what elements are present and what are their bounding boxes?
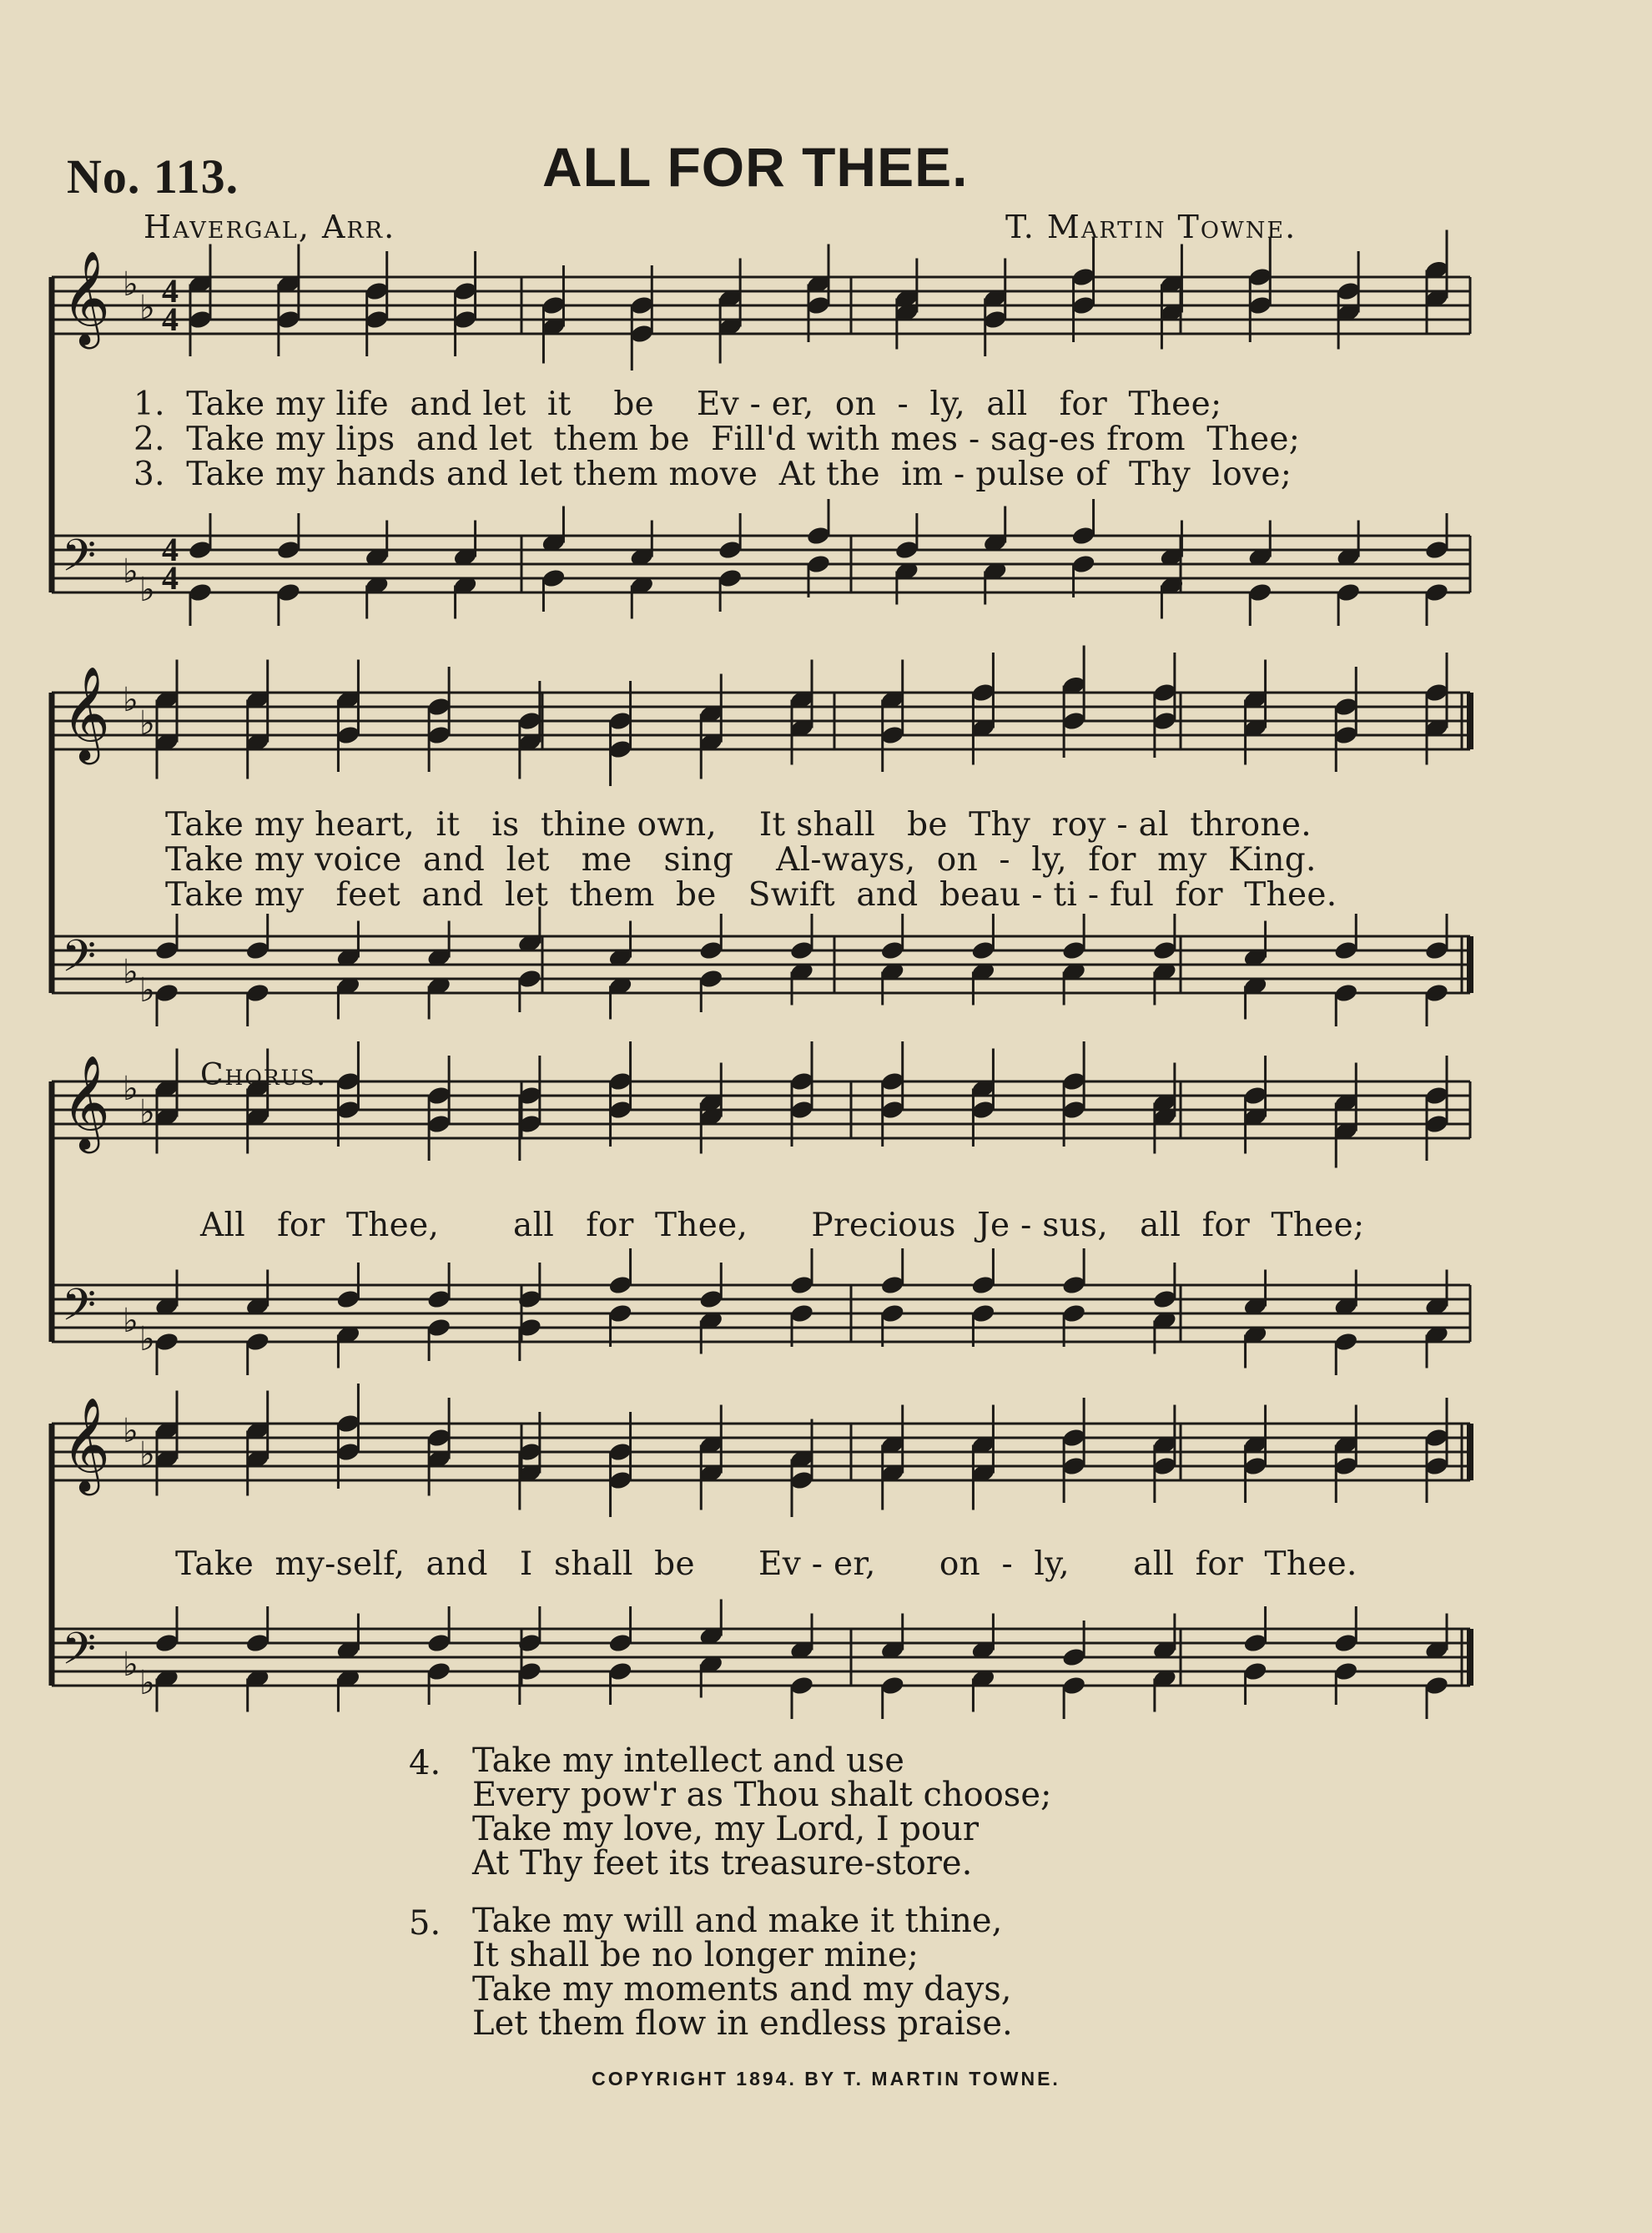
final-bar-thick [1467,936,1473,993]
lyric-verse-2-line-1: 2. Take my lips and let them be Fill'd with mes - sag-es from Thee; [133,421,1301,458]
flat-icon: ♭ [123,265,139,304]
flat-icon: ♭ [123,1302,139,1340]
flat-icon: ♭ [139,971,155,1010]
lyric-verse-3-line-2: Take my feet and let them be Swift and beau - ti - ful for Thee. [165,876,1337,914]
lyric-verse-1-line-1: 1. Take my life and let it be Ev - er, on - ly, all for Thee; [133,386,1222,423]
verse-number: 4. [409,1744,441,1782]
verse-number: 5. [409,1904,441,1943]
verse-line: Take my moments and my days, [472,1970,1012,2009]
flat-icon: ♭ [139,289,155,327]
flat-icon: ♭ [139,571,155,609]
flat-icon: ♭ [139,704,155,743]
final-bar-thick [1467,1424,1473,1480]
flat-icon: ♭ [139,1664,155,1702]
treble-clef-icon: 𝄞 [62,1055,110,1150]
verse-line: Every pow'r as Thou shalt choose; [472,1776,1052,1814]
bass-clef-icon: 𝄢 [62,1624,97,1686]
bass-clef-icon: 𝄢 [62,1280,97,1342]
chorus-label: Chorus. [200,1058,328,1092]
flat-icon: ♭ [123,953,139,991]
flat-icon: ♭ [123,681,139,719]
flat-icon: ♭ [123,552,139,591]
verse-line: Take my intellect and use [472,1742,904,1780]
verse-line: Let them flow in endless praise. [472,2004,1013,2043]
treble-clef-icon: 𝄞 [62,250,110,345]
hymn-title: ALL FOR THEE. [542,136,969,198]
treble-clef-icon: 𝄞 [62,1397,110,1492]
bass-clef-icon: 𝄢 [62,931,97,993]
lyric-verse-1-line-2: Take my heart, it is thine own, It shall be Thy roy - al throne. [165,806,1312,844]
flat-icon: ♭ [139,1435,155,1474]
verse-line: Take my will and make it thine, [472,1902,1003,1940]
time-signature: 4 [162,559,179,597]
copyright-notice: COPYRIGHT 1894. BY T. MARTIN TOWNE. [592,2068,1060,2089]
time-signature: 4 [162,272,179,310]
bass-clef-icon: 𝄢 [62,531,97,592]
final-bar-thick [1467,1629,1473,1686]
verse-line: Take my love, my Lord, I pour [472,1810,979,1848]
flat-icon: ♭ [123,1070,139,1108]
music-credit: T. Martin Towne. [1005,209,1297,245]
treble-clef-icon: 𝄞 [62,666,110,761]
flat-icon: ♭ [139,1093,155,1132]
words-credit: Havergal, Arr. [144,209,396,245]
hymn-number: No. 113. [67,149,239,204]
verse-line: At Thy feet its treasure-store. [472,1844,973,1883]
flat-icon: ♭ [123,1646,139,1684]
time-signature: 4 [162,300,179,338]
flat-icon: ♭ [139,1320,155,1358]
final-bar-thick [1467,693,1473,749]
time-signature: 4 [162,531,179,568]
chorus-lyric-line-1: All for Thee, all for Thee, Precious Je - sus, all for Thee; [200,1207,1365,1244]
lyric-verse-2-line-2: Take my voice and let me sing Al-ways, on - ly, for my King. [165,841,1317,879]
lyric-verse-3-line-1: 3. Take my hands and let them move At the im - pulse of Thy love; [133,456,1292,493]
verse-line: It shall be no longer mine; [472,1936,919,1974]
flat-icon: ♭ [123,1412,139,1450]
chorus-lyric-line-2: Take my-self, and I shall be Ev - er, on - ly, all for Thee. [175,1545,1357,1583]
